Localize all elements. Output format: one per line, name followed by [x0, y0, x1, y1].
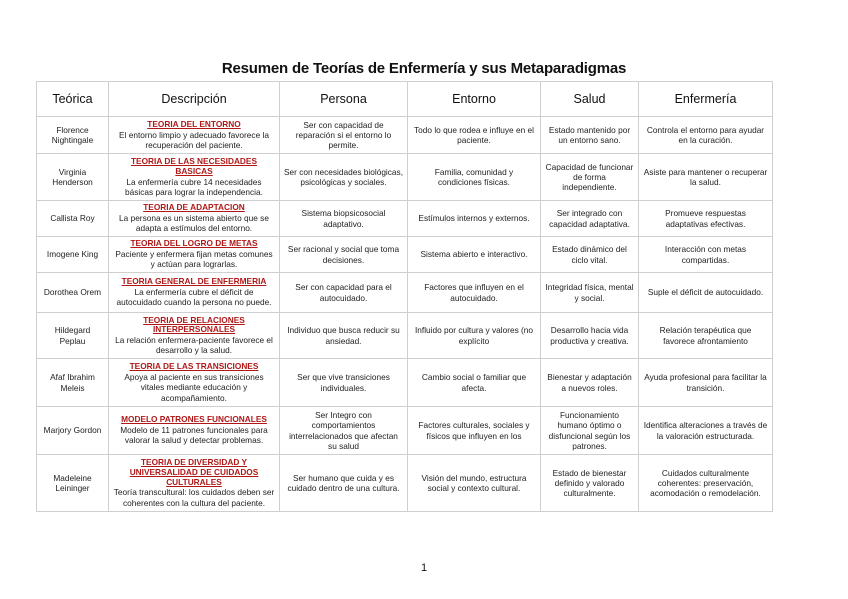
- theory-name: TEORIA DE ADAPTACION: [143, 202, 245, 213]
- header-salud: Salud: [541, 82, 639, 117]
- cell-persona: Ser que vive transiciones individuales.: [280, 359, 408, 407]
- table-row: [37, 154, 773, 201]
- theory-description: Teoría transcultural: los cuidados deben ser coherentes con la cultura del paciente.: [113, 487, 275, 508]
- theory-name: TEORIA DE DIVERSIDAD Y UNIVERSALIDAD DE CUIDADOS CULTURALES: [129, 457, 259, 487]
- cell-teorica: Dorothea Orem: [37, 273, 109, 313]
- cell-entorno: Influido por cultura y valores (no explícito: [408, 313, 541, 359]
- cell-descripcion: [109, 407, 280, 455]
- cell-entorno: Factores culturales, sociales y físicos que influyen en los: [408, 407, 541, 455]
- cell-descripcion: [109, 273, 280, 313]
- cell-enfermeria: Relación terapéutica que favorece afrontamiento: [639, 313, 773, 359]
- cell-persona: Ser con capacidad para el autocuidado.: [280, 273, 408, 313]
- cell-salud: Ser integrado con capacidad adaptativa.: [541, 201, 639, 237]
- theory-name: TEORIA DEL LOGRO DE METAS: [130, 238, 258, 249]
- cell-enfermeria: Asiste para mantener o recuperar la salud.: [639, 154, 773, 201]
- table-row: [37, 359, 773, 407]
- theory-name: TEORIA DE RELACIONES INTERPERSONALES: [143, 314, 245, 335]
- theory-description: Apoya al paciente en sus transiciones vitales mediante educación y acompañamiento.: [124, 372, 264, 403]
- cell-descripcion: [109, 359, 280, 407]
- cell-descripcion: [109, 313, 280, 359]
- cell-enfermeria: Interacción con metas compartidas.: [639, 237, 773, 273]
- cell-persona: Ser con necesidades biológicas, psicológicas y sociales.: [280, 154, 408, 201]
- cell-teorica: Florence Nightingale: [37, 117, 109, 154]
- theory-description: Modelo de 11 patrones funcionales para valorar la salud y detectar problemas.: [120, 425, 268, 446]
- cell-descripcion: [109, 455, 280, 512]
- cell-descripcion: [109, 154, 280, 201]
- theory-description: La persona es un sistema abierto que se adapta a estímulos del entorno.: [119, 213, 269, 234]
- page-title: Resumen de Teorías de Enfermería y sus Metaparadigmas: [221, 60, 627, 77]
- cell-enfermeria: Controla el entorno para ayudar en la curación.: [639, 117, 773, 154]
- cell-persona: Ser racional y social que toma decisiones.: [280, 237, 408, 273]
- cell-entorno: Factores que influyen en el autocuidado.: [408, 273, 541, 313]
- cell-persona: Ser con capacidad de reparación si el entorno lo permite.: [280, 117, 408, 154]
- cell-salud: Desarrollo hacia vida productiva y creativa.: [541, 313, 639, 359]
- cell-descripcion: [109, 117, 280, 154]
- header-entorno: Entorno: [408, 82, 541, 117]
- cell-entorno: Estímulos internos y externos.: [408, 201, 541, 237]
- cell-enfermeria: Identifica alteraciones a través de la valoración estructurada.: [639, 407, 773, 455]
- cell-salud: Estado mantenido por un entorno sano.: [541, 117, 639, 154]
- theory-description: Paciente y enfermera fijan metas comunes y actúan para lograrlas.: [115, 249, 273, 270]
- header-enfermeria: Enfermería: [639, 82, 773, 117]
- table-row: [37, 313, 773, 359]
- header-teorica: Teórica: [37, 82, 109, 117]
- cell-persona: Ser Integro con comportamientos interrelacionados que afectan su salud: [280, 407, 408, 455]
- cell-descripcion: [109, 237, 280, 273]
- cell-teorica: Afaf Ibrahim Meleis: [37, 359, 109, 407]
- theory-name: TEORIA DE LAS TRANSICIONES: [129, 361, 259, 372]
- cell-teorica: Callista Roy: [37, 201, 109, 237]
- table-row: [37, 237, 773, 273]
- page-number: 1: [420, 562, 428, 574]
- cell-entorno: Cambio social o familiar que afecta.: [408, 359, 541, 407]
- header-descripcion: Descripción: [109, 82, 280, 117]
- cell-entorno: Visión del mundo, estructura social y contexto cultural.: [408, 455, 541, 512]
- cell-entorno: Sistema abierto e interactivo.: [408, 237, 541, 273]
- cell-teorica: Madeleine Leininger: [37, 455, 109, 512]
- theory-name: TEORIA DE LAS NECESIDADES BASICAS: [130, 156, 257, 176]
- table-row: [37, 201, 773, 237]
- table-header-row: [37, 82, 773, 117]
- cell-enfermeria: Promueve respuestas adaptativas efectivas.: [639, 201, 773, 237]
- cell-salud: Funcionamiento humano óptimo o disfuncional según los patrones.: [541, 407, 639, 455]
- cell-teorica: Marjory Gordon: [37, 407, 109, 455]
- cell-descripcion: [109, 201, 280, 237]
- cell-enfermeria: Cuidados culturalmente coherentes: preservación, acomodación o remodelación.: [639, 455, 773, 512]
- cell-enfermeria: Ayuda profesional para facilitar la transición.: [639, 359, 773, 407]
- table-row: [37, 455, 773, 512]
- cell-persona: Ser humano que cuida y es cuidado dentro de una cultura.: [280, 455, 408, 512]
- cell-entorno: Familia, comunidad y condiciones físicas.: [408, 154, 541, 201]
- theories-table: [36, 81, 773, 512]
- cell-salud: Estado de bienestar definido y valorado culturalmente.: [541, 455, 639, 512]
- cell-enfermeria: Suple el déficit de autocuidado.: [639, 273, 773, 313]
- cell-salud: Bienestar y adaptación a nuevos roles.: [541, 359, 639, 407]
- cell-salud: Capacidad de funcionar de forma independiente.: [541, 154, 639, 201]
- theory-description: El entorno limpio y adecuado favorece la recuperación del paciente.: [119, 129, 269, 150]
- theory-name: TEORIA GENERAL DE ENFERMERIA: [121, 276, 267, 287]
- cell-salud: Estado dinámico del ciclo vital.: [541, 237, 639, 273]
- theory-name: MODELO PATRONES FUNCIONALES: [121, 414, 267, 425]
- cell-persona: Individuo que busca reducir su ansiedad.: [280, 313, 408, 359]
- table-row: [37, 273, 773, 313]
- theory-name: TEORIA DEL ENTORNO: [147, 118, 241, 129]
- table-row: [37, 407, 773, 455]
- table-row: [37, 117, 773, 154]
- header-persona: Persona: [280, 82, 408, 117]
- cell-salud: Integridad física, mental y social.: [541, 273, 639, 313]
- cell-teorica: Imogene King: [37, 237, 109, 273]
- cell-entorno: Todo lo que rodea e influye en el paciente.: [408, 117, 541, 154]
- theory-description: La enfermería cubre 14 necesidades básicas para lograr la independencia.: [125, 176, 263, 197]
- cell-teorica: Virginia Henderson: [37, 154, 109, 201]
- theory-description: La enfermería cubre el déficit de autocuidado cuando la persona no puede.: [116, 287, 272, 308]
- cell-teorica: Hildegard Peplau: [37, 313, 109, 359]
- theory-description: La relación enfermera-paciente favorece el desarrollo y la salud.: [115, 335, 273, 356]
- cell-persona: Sistema biopsicosocial adaptativo.: [280, 201, 408, 237]
